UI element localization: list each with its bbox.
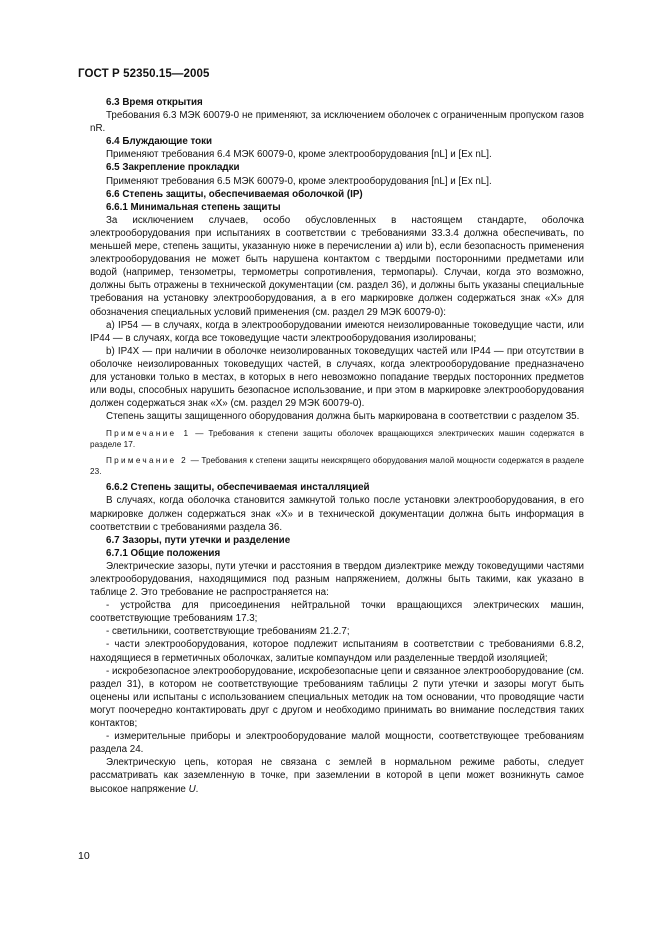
note-1 xyxy=(90,428,584,450)
note-2-text: — Требования к степени защиты неискрящего оборудования малой мощности содержатся в разделе 23. xyxy=(90,456,584,477)
section-6-3-title: 6.3 Время открытия xyxy=(106,97,203,108)
note-2 xyxy=(90,455,584,477)
note-1-label: Примечание 1 xyxy=(106,429,191,439)
section-6-6-1-title: 6.6.1 Минимальная степень защиты xyxy=(106,201,281,213)
section-6-4-title: 6.4 Блуждающие токи xyxy=(106,136,213,148)
section-6-7-1-title: 6.7.1 Общие положения xyxy=(106,547,221,559)
list-item: - светильники, соответствующие требованиям 21.2.7; xyxy=(106,626,350,638)
list-item: - части электрооборудования, которое подлежит испытаниям в соответствии с требованиями 6.8.2, находящиеся в герметичных оболочках, залитые компаундом или разделенные твердой изоляцией; xyxy=(90,639,584,664)
section-6-7-1-paragraph: Электрические зазоры, пути утечки и расстояния в твердом диэлектрике между токоведущими частями электрооборудования, находящимися под разным напряжением, должны быть такими, как указано в таблице 2. Это требование не распространяется на: xyxy=(90,560,584,599)
circuit-paragraph-text: Электрическую цепь, которая не связана с землей в нормальном режиме работы, следует рассматривать как заземленную в точке, при заземлении в которой в цепи может возникнуть самое высокое напряжение xyxy=(90,757,584,795)
document-body xyxy=(90,96,584,796)
list-item: - устройства для присоединения нейтральной точки вращающихся электрических машин, соответствующие требованиям 17.3; xyxy=(90,600,584,625)
section-6-6-title: 6.6 Степень защиты, обеспечиваемая оболочкой (IP) xyxy=(106,188,363,200)
section-6-7-title: 6.7 Зазоры, пути утечки и разделение xyxy=(106,534,291,546)
document-header: ГОСТ Р 52350.15—2005 xyxy=(78,68,210,80)
page-number: 10 xyxy=(78,850,90,862)
list-item: - искробезопасное электрооборудование, искробезопасные цепи и связанное электрооборудование (см. раздел 31), в котором не соответствующие требованиям таблицы 2 пути утечки и зазоры могут быть оценены или испытаны с использованием специальных методик на том основании, что проводящие части могут поочередно контактировать друг с другом и необходимо принимать во внимание последствия таких контактов; xyxy=(90,665,584,730)
section-6-5-title: 6.5 Закрепление прокладки xyxy=(106,162,240,174)
circuit-paragraph-end: . xyxy=(195,783,199,795)
note-2-label: Примечание 2 xyxy=(106,456,189,466)
section-6-6-1-item-a: a) IP54 — в случаях, когда в электрооборудовании имеются неизолированные токоведущие части, или IP44 — в случаях, когда все токоведущие части электрооборудования изолированы; xyxy=(90,319,584,344)
section-6-6-1-paragraph: За исключением случаев, особо обусловленных в настоящем стандарте, оболочка электрооборудования при испытаниях в соответствии с требованиями 33.3.4 должна обеспечивать, по меньшей мере, степень защиты, указанную ниже в перечислении а) или b), если безопасность применения электрооборудования не может быть нарушена контактом с твердыми посторонними предметами или водой (например, тензометры, термометры сопротивления, термопары). Случаи, когда это возможно, должны быть отражены в технической документации (см. раздел 36), и должны быть указаны специальные требования на установку электрооборудования, а в его маркировке должен содержаться знак «X» для обозначения специальных условий применения (см. раздел 29 МЭК 60079-0): xyxy=(90,214,584,318)
section-6-7-1-circuit-paragraph xyxy=(90,756,584,795)
section-6-6-2-text: В случаях, когда оболочка становится замкнутой только после установки электрооборудования, в его маркировке должен содержаться знак «X» и в технической документации должна быть информация в соответствии с требованиями раздела 36. xyxy=(90,495,584,533)
section-6-6-2-title: 6.6.2 Степень защиты, обеспечиваемая инсталляцией xyxy=(106,482,370,494)
section-6-3-text: Требования 6.3 МЭК 60079-0 не применяют, за исключением оболочек с ограниченным пропуском газов nR. xyxy=(90,110,584,135)
section-6-6-1-marking: Степень защиты защищенного оборудования должна быть маркирована в соответствии с разделом 35. xyxy=(106,411,580,423)
note-1-text: — Требования к степени защиты оболочек вращающихся электрических машин содержатся в разделе 17. xyxy=(90,429,584,450)
section-6-5-text: Применяют требования 6.5 МЭК 60079-0, кроме электрооборудования [nL] и [Ex nL]. xyxy=(106,175,492,187)
voltage-symbol: U xyxy=(188,783,196,795)
section-6-6-1-item-b: b) IP4X — при наличии в оболочке неизолированных токоведущих частей или IP44 — при отсутствии в оболочке неизолированных токоведущих частей, в случаях, когда электрооборудование предназначено для установки только в местах, в которых в него невозможно попадание твердых посторонних предметов или воды, способных нарушить безопасное использование, и при этом в маркировке электрооборудования должен содержаться знак «X» (см. раздел 29 МЭК 60079-0). xyxy=(90,345,584,410)
list-item: - измерительные приборы и электрооборудование малой мощности, соответствующее требованиям раздела 24. xyxy=(90,731,584,756)
section-6-4-text: Применяют требования 6.4 МЭК 60079-0, кроме электрооборудования [nL] и [Ex nL]. xyxy=(106,149,492,161)
